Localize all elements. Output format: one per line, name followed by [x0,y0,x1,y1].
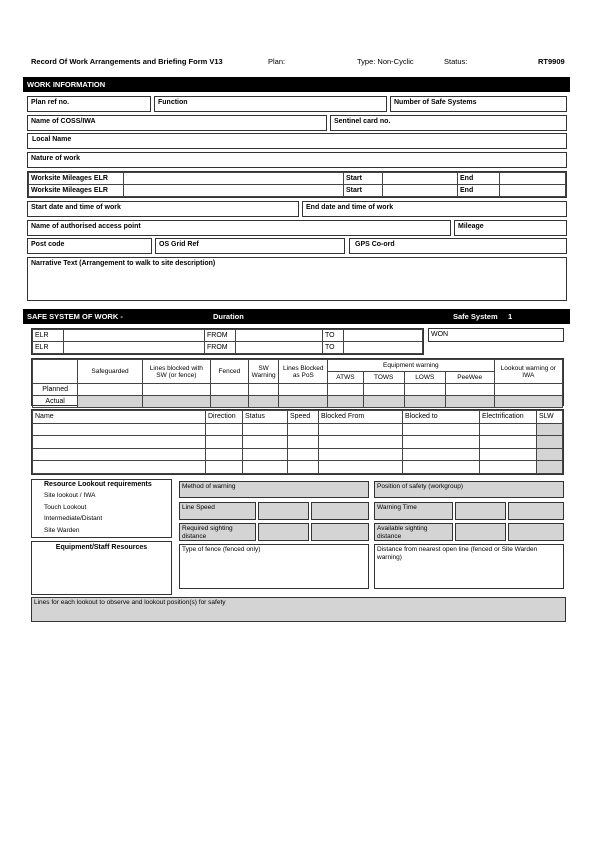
lines-table-cell[interactable] [319,461,403,474]
from-input[interactable] [236,342,323,354]
protection-header-row [33,360,563,372]
start-label: Start [344,173,383,185]
start-label: Start [344,185,383,197]
lines-table-cell[interactable] [319,423,403,436]
lines-table-cell[interactable] [403,436,480,449]
required-sighting-field[interactable]: Required sighting distance [179,523,256,541]
lines-table-cell[interactable] [537,448,563,461]
planned-cell[interactable] [248,384,279,396]
won-field[interactable]: WON [428,328,564,342]
header-sw-warning: SW Warning [248,360,279,384]
lines-table-cell[interactable] [480,436,537,449]
lines-table-cell[interactable] [537,423,563,436]
elr-label: ELR [33,330,64,342]
warning-time-value-2[interactable] [508,502,564,520]
lines-table-cell[interactable] [33,436,206,449]
lookout-option[interactable]: Touch Lookout [44,503,87,511]
corner-cell [33,360,78,384]
lines-table-cell[interactable] [206,436,243,449]
elr-label: ELR [33,342,64,354]
line-speed-value-1[interactable] [258,502,309,520]
to-label: TO [323,330,344,342]
available-sighting-value-2[interactable] [508,523,564,541]
mileage-elr-input[interactable] [124,185,344,197]
lines-table-cell[interactable] [288,461,319,474]
start-input[interactable] [383,185,458,197]
plan-ref-field[interactable]: Plan ref no. [27,96,151,112]
type-label: Type: Non-Cyclic [357,57,414,66]
worksite-mileages-table [27,171,567,198]
header-status: Status [243,411,288,424]
header-blocked-from: Blocked From [319,411,403,424]
lines-table-cell[interactable] [319,436,403,449]
safe-system-label: Safe System [453,312,498,321]
duration-label: Duration [213,312,244,321]
header-tows: TOWS [363,372,404,384]
planned-cell[interactable] [210,384,248,396]
sentinel-card-field[interactable]: Sentinel card no. [330,115,567,131]
header-speed: Speed [288,411,319,424]
lookout-option[interactable]: Site Warden [44,526,80,534]
header-peewee: PeeWee [445,372,494,384]
lines-table-cell[interactable] [480,448,537,461]
equipment-staff-field[interactable]: Equipment/Staff Resources [31,541,172,595]
lines-table-cell[interactable] [243,461,288,474]
os-grid-ref-field[interactable]: OS Grid Ref [155,238,345,254]
to-input[interactable] [344,342,423,354]
method-of-warning-field[interactable]: Method of warning [179,481,369,498]
lines-table-cell[interactable] [480,423,537,436]
planned-label: Planned [33,384,78,396]
available-sighting-field[interactable]: Available sighting distance [374,523,453,541]
lines-table-cell[interactable] [33,448,206,461]
safe-system-title: SAFE SYSTEM OF WORK - [27,312,123,321]
lines-table-cell[interactable] [288,423,319,436]
available-sighting-value-1[interactable] [455,523,506,541]
lines-table-cell[interactable] [243,448,288,461]
actual-cell[interactable] [279,396,328,408]
actual-label: Actual [33,396,78,408]
required-sighting-value-2[interactable] [311,523,369,541]
status-label: Status: [444,57,468,66]
plan-label: Plan: [268,57,286,66]
header-fenced: Fenced [210,360,248,384]
lines-table-cell[interactable] [33,461,206,474]
lines-table-cell[interactable] [319,448,403,461]
planned-cell[interactable] [142,384,210,396]
elr-input[interactable] [64,342,205,354]
from-label: FROM [205,330,236,342]
lines-table-cell[interactable] [403,423,480,436]
required-sighting-value-1[interactable] [258,523,309,541]
actual-cell[interactable] [363,396,404,408]
planned-cell[interactable] [279,384,328,396]
distance-open-line-field[interactable]: Distance from nearest open line (fenced or Site Warden warning) [374,544,564,589]
lines-table-cell[interactable] [288,448,319,461]
end-input[interactable] [500,185,566,197]
lines-table-cell[interactable] [403,448,480,461]
end-datetime-field[interactable]: End date and time of work [302,201,567,217]
mileage-elr-input[interactable] [124,173,344,185]
actual-cell[interactable] [494,396,562,408]
safe-system-header [23,309,570,324]
lines-table-cell[interactable] [537,461,563,474]
lines-table-row [33,448,563,461]
form-code: RT9909 [538,57,565,66]
planned-row [33,384,563,396]
nature-of-work-field[interactable]: Nature of work [27,152,567,168]
post-code-field[interactable]: Post code [27,238,152,254]
elr-row [33,342,423,354]
end-label: End [458,185,500,197]
coss-name-field[interactable]: Name of COSS/IWA [27,115,327,131]
line-speed-value-2[interactable] [311,502,369,520]
header-lows: LOWS [404,372,445,384]
access-point-field[interactable]: Name of authorised access point [27,220,451,236]
mileage-label: Worksite Mileages ELR [29,185,124,197]
elr-table [31,328,424,355]
actual-cell[interactable] [78,396,142,408]
planned-cell[interactable] [404,384,445,396]
planned-cell[interactable] [363,384,404,396]
mileage-label: Worksite Mileages ELR [29,173,124,185]
header-safeguarded: Safeguarded [78,360,142,384]
header-lines-blocked-pos: Lines Blocked as PoS [279,360,328,384]
end-input[interactable] [500,173,566,185]
end-label: End [458,173,500,185]
lines-table-cell[interactable] [206,461,243,474]
to-input[interactable] [344,330,423,342]
actual-cell[interactable] [142,396,210,408]
header-name: Name [33,411,206,424]
lookout-option[interactable]: Intermediate/Distant [44,515,103,522]
from-input[interactable] [236,330,323,342]
form-title: Record Of Work Arrangements and Briefing Form V13 [31,57,223,66]
safe-system-number: 1 [508,312,513,321]
header-direction: Direction [206,411,243,424]
lines-table-cell[interactable] [206,423,243,436]
actual-cell[interactable] [210,396,248,408]
actual-cell[interactable] [328,396,364,408]
fence-type-field[interactable]: Type of fence (fenced only) [179,544,369,589]
narrative-text-field[interactable]: Narrative Text (Arrangement to walk to site description) [27,257,567,301]
actual-cell[interactable] [248,396,279,408]
line-speed-field[interactable]: Line Speed [179,502,256,520]
resource-lookout-box [31,479,172,538]
start-input[interactable] [383,173,458,185]
header-blocked-to: Blocked to [403,411,480,424]
header-lookout: Lookout warning or IWA [494,360,562,384]
lines-header-row [33,411,563,424]
planned-cell[interactable] [78,384,142,396]
protection-table [31,358,564,406]
lines-table-cell[interactable] [288,436,319,449]
actual-cell[interactable] [404,396,445,408]
header-electrification: Electrification [480,411,537,424]
lines-table-cell[interactable] [480,461,537,474]
warning-time-value-1[interactable] [455,502,506,520]
lines-table-cell[interactable] [537,436,563,449]
actual-row [33,396,563,408]
mileage-field[interactable]: Mileage [454,220,567,236]
header-lines-blocked-sw: Lines blocked with SW (or fence) [142,360,210,384]
gps-coord-field[interactable]: GPS Co-ord [349,238,567,254]
from-label: FROM [205,342,236,354]
lines-table [31,409,564,475]
work-information-header: WORK INFORMATION [23,77,570,92]
position-of-safety-field[interactable]: Position of safety (workgroup) [374,481,564,498]
lines-table-row [33,423,563,436]
lines-table-cell[interactable] [243,423,288,436]
planned-cell[interactable] [445,384,494,396]
lookout-option[interactable]: Site lookout / IWA [44,492,96,499]
lines-table-row [33,436,563,449]
warning-time-field[interactable]: Warning Time [374,502,453,520]
planned-cell[interactable] [328,384,364,396]
lines-table-row [33,461,563,474]
number-safe-systems-field[interactable]: Number of Safe Systems [390,96,567,112]
local-name-field[interactable]: Local Name [27,133,567,149]
lines-table-cell[interactable] [243,436,288,449]
header-slw: SLW [537,411,563,424]
elr-row [33,330,423,342]
resource-lookout-title: Resource Lookout requirements [44,481,152,488]
elr-input[interactable] [64,330,205,342]
mileage-row [29,173,566,185]
header-atws: ATWS [328,372,364,384]
lookout-lines-field[interactable]: Lines for each lookout to observe and lookout position(s) for safety [31,597,566,622]
planned-cell[interactable] [494,384,562,396]
start-datetime-field[interactable]: Start date and time of work [27,201,299,217]
lines-table-cell[interactable] [206,448,243,461]
header-equipment-warning: Equipment warning [328,360,494,372]
to-label: TO [323,342,344,354]
function-field[interactable]: Function [154,96,387,112]
actual-cell[interactable] [445,396,494,408]
mileage-row [29,185,566,197]
lines-table-cell[interactable] [33,423,206,436]
lines-table-cell[interactable] [403,461,480,474]
